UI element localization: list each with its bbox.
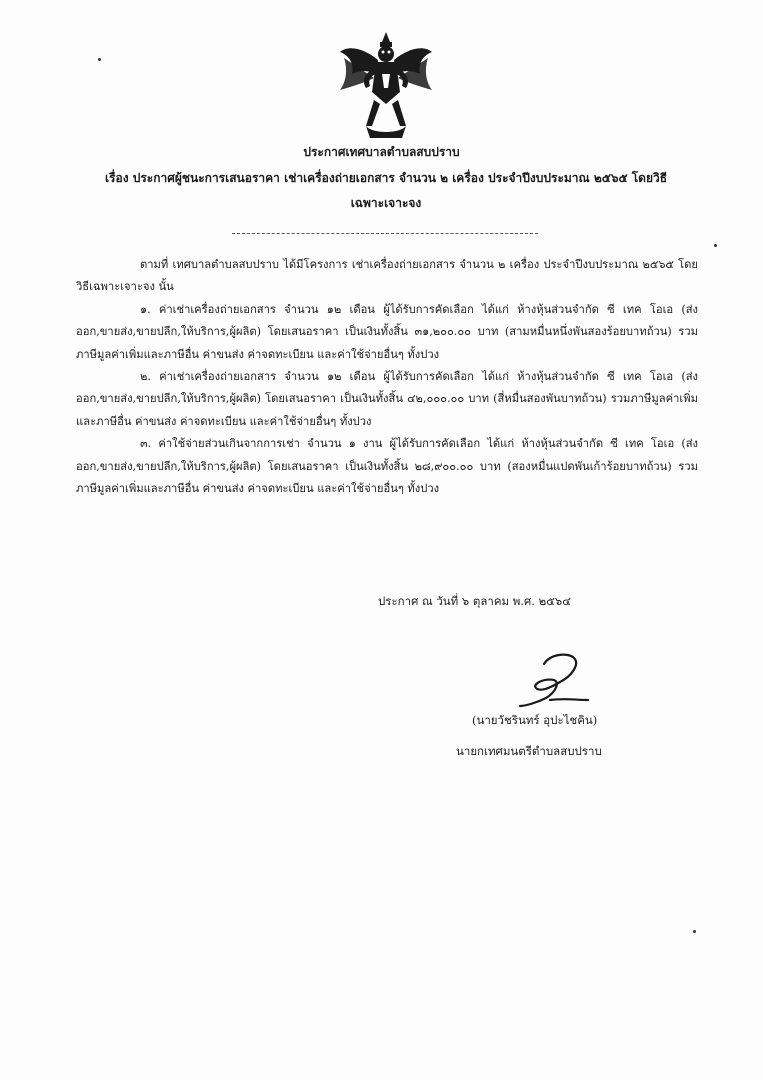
garuda-emblem-icon	[336, 30, 436, 142]
subject-line-1: เรื่อง ประกาศผู้ชนะการเสนอราคา เช่าเครื่องถ่ายเอกสาร จำนวน ๒ เครื่อง ประจำปีงบประมาณ ๒๕๖๕ โดยวิธี	[104, 171, 668, 185]
dateline: ประกาศ ณ วันที่ ๖ ตุลาคม พ.ศ. ๒๕๖๔	[378, 594, 571, 608]
scan-speck	[98, 58, 101, 61]
handwritten-signature-icon	[510, 648, 594, 710]
signer-name: (นายวัชรินทร์ อุปะไชคิน)	[472, 713, 598, 727]
announcement-heading: ประกาศเทศบาลตำบลสบปราบ	[303, 145, 460, 159]
item-paragraph-2: ๒. ค่าเช่าเครื่องถ่ายเอกสาร จำนวน ๑๒ เดือน ผู้ได้รับการคัดเลือก ได้แก่ ห้างหุ้นส่วนจำกัด ซี เทค โอเอ (ส่งออก,ขายส่ง,ขายปลีก,ให้บริการ,ผู้ผลิต) โดยเสนอราคา เป็นเงินทั้งสิ้น ๔๒,๐๐๐.๐๐ บาท (สี่หมื่นสองพันบาทถ้วน) รวมภาษีมูลค่าเพิ่มและภาษีอื่น ค่าขนส่ง ค่าจดทะเบียน และค่าใช้จ่ายอื่นๆ ทั้งปวง	[76, 370, 698, 428]
subject-line-2: เฉพาะเจาะจง	[350, 196, 422, 210]
signer-title: นายกเทศมนตรีตำบลสบปราบ	[456, 744, 602, 758]
scan-speck	[714, 244, 717, 247]
announcement-body	[76, 254, 698, 500]
item-paragraph-1: ๑. ค่าเช่าเครื่องถ่ายเอกสาร จำนวน ๑๒ เดือน ผู้ได้รับการคัดเลือก ได้แก่ ห้างหุ้นส่วนจำกัด ซี เทค โอเอ (ส่งออก,ขายส่ง,ขายปลีก,ให้บริการ,ผู้ผลิต) โดยเสนอราคา เป็นเงินทั้งสิ้น ๓๑,๒๐๐.๐๐ บาท (สามหมื่นหนึ่งพันสองร้อยบาทถ้วน) รวมภาษีมูลค่าเพิ่มและภาษีอื่น ค่าขนส่ง ค่าจดทะเบียน และค่าใช้จ่ายอื่นๆ ทั้งปวง	[76, 302, 698, 361]
item-paragraph-3: ๓. ค่าใช้จ่ายส่วนเกินจากการเช่า จำนวน ๑ งาน ผู้ได้รับการคัดเลือก ได้แก่ ห้างหุ้นส่วนจำกัด ซี เทค โอเอ (ส่งออก,ขายส่ง,ขายปลีก,ให้บริการ,ผู้ผลิต) โดยเสนอราคา เป็นเงินทั้งสิ้น ๒๘,๙๐๐.๐๐ บาท (สองหมื่นแปดพันเก้าร้อยบาทถ้วน) รวมภาษีมูลค่าเพิ่มและภาษีอื่น ค่าขนส่ง ค่าจดทะเบียน และค่าใช้จ่ายอื่นๆ ทั้งปวง	[76, 437, 698, 496]
divider	[232, 233, 538, 234]
intro-paragraph: ตามที่ เทศบาลตำบลสบปราบ ได้มีโครงการ เช่าเครื่องถ่ายเอกสาร จำนวน ๒ เครื่อง ประจำปีงบประมาณ ๒๕๖๕ โดยวิธีเฉพาะเจาะจง นั้น	[76, 258, 698, 294]
scan-speck	[693, 930, 696, 933]
announcement-subject	[76, 166, 696, 216]
